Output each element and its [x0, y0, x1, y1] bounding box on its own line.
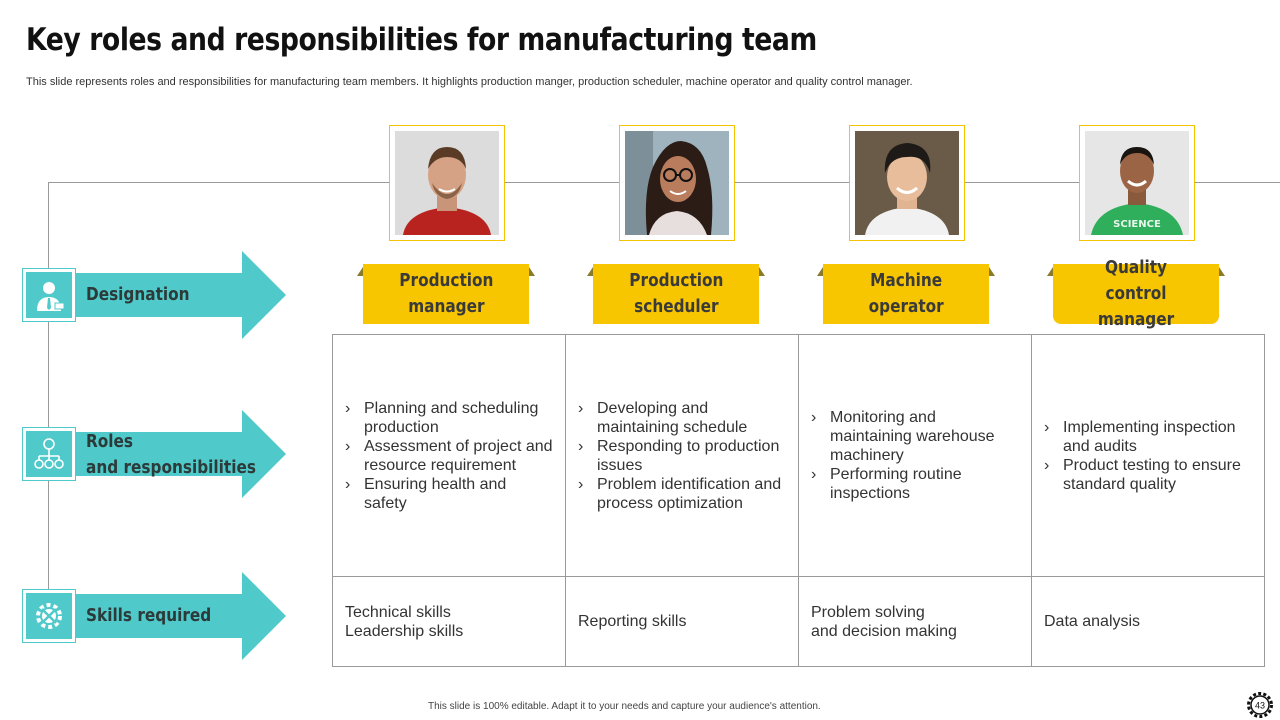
responsibilities-cell-quality-control-manager: › Implementing inspection and audits › Product testing to ensure standard quality	[1032, 335, 1264, 577]
responsibilities-cell-production-scheduler: › Developing and maintaining schedule › Responding to production issues › Problem identification and process optimization	[566, 335, 799, 577]
gear-icon	[1245, 690, 1275, 720]
designation-tab-quality-control-manager: Quality control manager	[1047, 264, 1225, 324]
skills-cell-quality-control-manager: Data analysis	[1044, 613, 1141, 630]
svg-text:SCIENCE: SCIENCE	[1113, 219, 1161, 230]
skills-cell-production-scheduler: Reporting skills	[566, 577, 799, 666]
designation-tab-machine-operator: Machine operator	[817, 264, 995, 324]
gear-tools-icon	[22, 589, 76, 643]
slide-title: Key roles and responsibilities for manufacturing team	[26, 22, 817, 58]
responsibilities-cell-machine-operator: › Monitoring and maintaining warehouse machinery › Performing routine inspections	[799, 335, 1032, 577]
slide-subtitle: This slide represents roles and responsibilities for manufacturing team members. It highlights production manger, production scheduler, machine operator and quality control manager.	[26, 76, 913, 88]
roles-table	[332, 334, 1265, 667]
designation-tab-production-manager: Production manager	[357, 264, 535, 324]
portrait-production-manager	[389, 125, 505, 241]
skills-cell-production-manager: Technical skills Leadership skills	[333, 577, 566, 666]
team-hierarchy-icon	[22, 427, 76, 481]
skills-cell-machine-operator: Problem solving and decision making	[799, 577, 1032, 666]
responsibilities-cell-production-manager: › Planning and scheduling production › Assessment of project and resource requirement › Ensuring health and safety	[333, 335, 566, 577]
connector-vertical-line	[48, 182, 49, 617]
slide-footer-note: This slide is 100% editable. Adapt it to your needs and capture your audience's attention.	[428, 701, 821, 712]
page-number: 43	[1254, 700, 1266, 711]
businessman-icon	[22, 268, 76, 322]
portrait-production-scheduler	[619, 125, 735, 241]
portrait-machine-operator	[849, 125, 965, 241]
designation-tab-production-scheduler: Production scheduler	[587, 264, 765, 324]
portrait-quality-control-manager	[1079, 125, 1195, 241]
page-number-badge	[1245, 690, 1275, 720]
